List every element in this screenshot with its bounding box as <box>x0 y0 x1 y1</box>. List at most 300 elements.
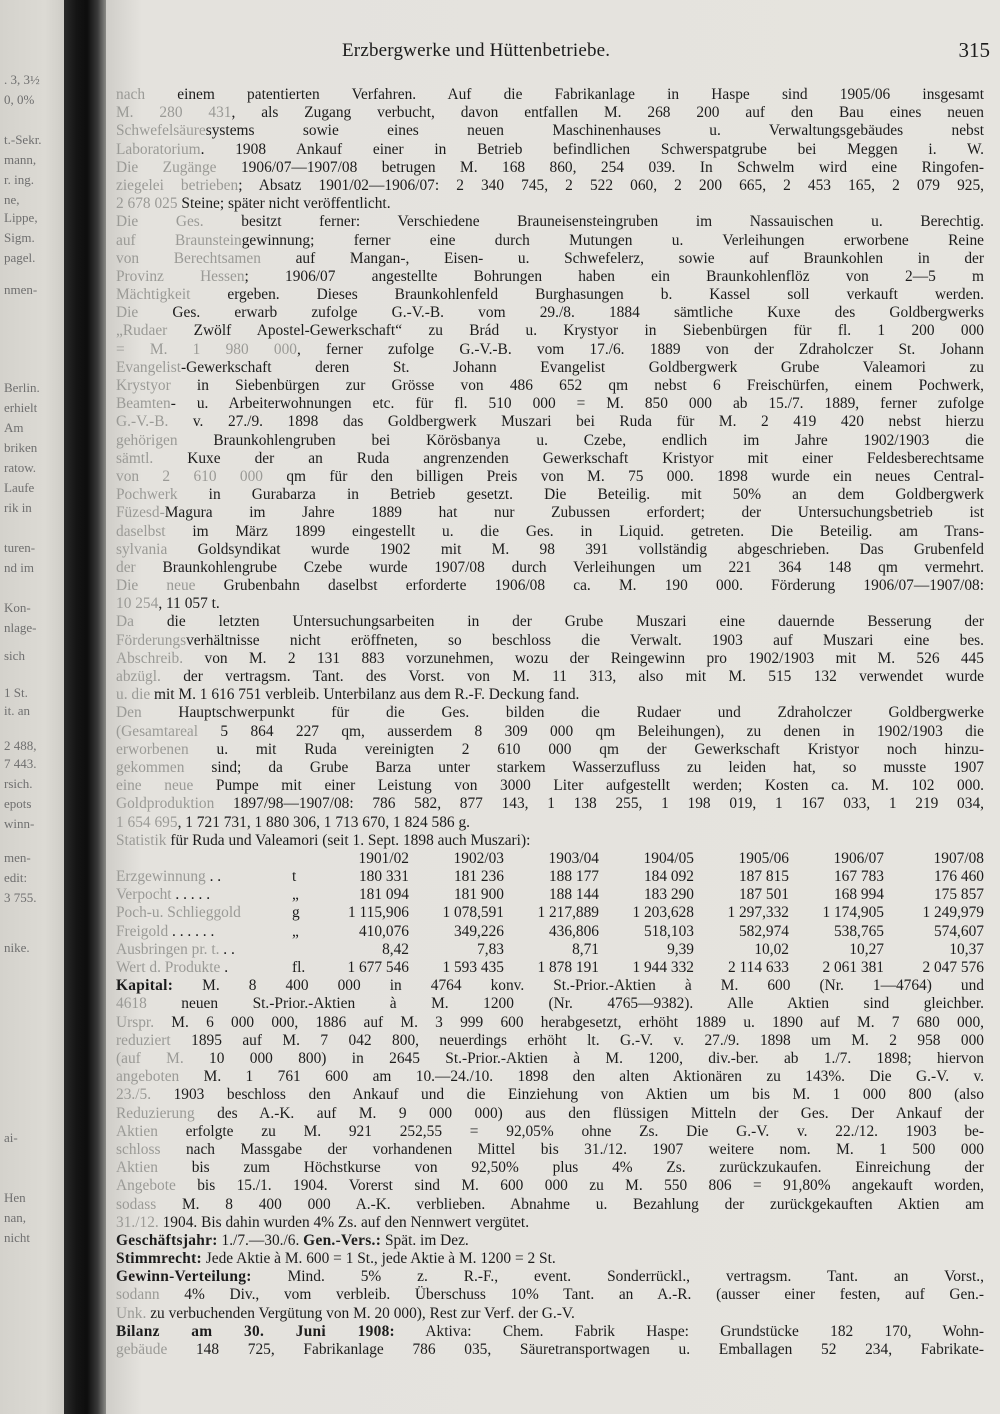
table-cell: 518,103 <box>643 922 694 940</box>
line-start-text: angeboten <box>116 1068 180 1086</box>
adjacent-page-fragment: ai- <box>4 1130 18 1145</box>
line-start-text: sodann <box>116 1286 160 1304</box>
section-label: Bilanz am 30. Juni 1908: <box>116 1322 395 1340</box>
section-label: Gen.-Vers.: <box>303 1231 382 1249</box>
adjacent-page-fragment: briken <box>4 440 38 455</box>
text-line <box>116 141 984 159</box>
text-line <box>116 122 984 140</box>
line-start-text: = M. 1 980 000 <box>116 340 297 358</box>
line-text: M. 1 761 600 am 10.—24./10. 1898 den alten Aktionären zu 143%. Die G.-V. v. <box>179 1068 984 1086</box>
text-block-lower <box>116 977 984 1359</box>
text-line <box>116 1068 984 1086</box>
line-start-text: Die neue <box>116 577 196 595</box>
adjacent-page-fragment: ratow. <box>4 460 37 475</box>
line-start-text: 10 254 <box>116 595 159 613</box>
line-text: bis zum Höchstkurse von 92,50% plus 4% Zs. zurückzukaufen. Einreichung der <box>157 1159 984 1177</box>
table-cell: 1 944 332 <box>632 959 694 977</box>
line-start-text: Abschreib. <box>116 649 184 667</box>
text-line <box>116 1214 984 1232</box>
line-text: - u. Arbeiterwohnungen etc. für fl. 510 000 = M. 850 000 ab 15./7. 1889, ferner zufolge <box>170 395 984 413</box>
adjacent-page-fragment: erhielt <box>4 400 38 415</box>
adjacent-page-fragment: Sigm. <box>4 230 35 245</box>
line-start-text: M. 280 431 <box>116 104 232 122</box>
text-block-upper <box>116 86 984 850</box>
table-row <box>116 868 984 886</box>
line-text: zu verbuchenden Vergütung von M. 20 000), Rest zur Verf. der G.-V. <box>146 1304 575 1322</box>
statistics-table <box>116 850 984 977</box>
text-line <box>116 395 984 413</box>
adjacent-page-fragment: winn- <box>4 816 35 831</box>
line-text: 1906/07—1907/08 betrugen M. 168 860, 254 039. In Schwelm wird eine Ringofen- <box>216 158 984 176</box>
section-label: Stimmrecht: <box>116 1250 202 1268</box>
line-start-text: daselbst <box>116 522 166 540</box>
section-label: Gewinn-Verteilung: <box>116 1268 252 1286</box>
row-unit <box>288 941 314 959</box>
text-line <box>116 104 984 122</box>
text-line <box>116 177 984 195</box>
line-text: Steine; später nicht veröffentlicht. <box>177 195 391 213</box>
text-line <box>116 541 984 559</box>
text-line <box>116 1105 984 1123</box>
adjacent-page-fragment: 1 St. <box>4 685 28 700</box>
adjacent-page-fragment: turen- <box>4 540 36 555</box>
table-cell: 1 677 546 <box>347 959 409 977</box>
line-start-text: 23./5. <box>116 1086 152 1104</box>
table-cell: 2 047 576 <box>922 959 984 977</box>
table-cell: 8,71 <box>572 940 599 958</box>
table-cell: 1 593 435 <box>442 959 504 977</box>
line-start-text: 1 654 695 <box>116 813 178 831</box>
adjacent-page-fragment: sich <box>4 648 25 663</box>
line-text: 1./7.—30./6. <box>217 1231 304 1249</box>
text-line <box>116 1286 984 1304</box>
line-start-text: (auf M. <box>116 1050 184 1068</box>
line-text: , als Zugang verbucht, davon entfallen M. 268 200 auf den Bau eines neuen <box>231 104 984 122</box>
text-line <box>116 741 984 759</box>
leader-dots: . . . . . <box>171 886 211 904</box>
table-row <box>116 886 984 904</box>
line-start-text: der <box>116 558 136 576</box>
table-cell: 1 203,628 <box>632 904 694 922</box>
text-line <box>116 268 984 286</box>
line-text: qm für den billigen Preis von M. 75 000. 1898 wurde ein neues Central- <box>263 467 984 485</box>
leader-dots: . <box>220 959 229 977</box>
text-line <box>116 468 984 486</box>
text-line <box>116 213 984 231</box>
column-header: 1903/04 <box>548 849 599 867</box>
line-text: auf Mangan-, Eisen- u. Schwefelerz, sowie auf Braunkohlen in der <box>260 249 984 267</box>
adjacent-page-fragment: it. an <box>4 703 30 718</box>
row-unit: „ <box>292 886 299 904</box>
column-header: 1906/07 <box>833 849 884 867</box>
table-cell: 181 094 <box>358 886 409 904</box>
adjacent-page-fragment: nlage- <box>4 620 37 635</box>
row-label-text: Ausbringen pr. t. <box>116 940 220 958</box>
table-cell: 7,83 <box>477 940 504 958</box>
line-start-text: Evangelist <box>116 358 181 376</box>
text-line <box>116 1050 984 1068</box>
line-start-text: schloss <box>116 1140 161 1158</box>
table-cell: 188 177 <box>548 868 599 886</box>
table-cell: 187 815 <box>738 868 789 886</box>
line-start-text: reduziert <box>116 1031 171 1049</box>
table-cell: 168 994 <box>833 886 884 904</box>
text-line <box>116 1141 984 1159</box>
line-start-text: gebäude <box>116 1341 168 1359</box>
row-unit: fl. <box>292 959 306 977</box>
line-start-text: von 2 610 000 <box>116 467 264 485</box>
line-start-text: Angebote <box>116 1177 176 1195</box>
text-line <box>116 486 984 504</box>
row-label-text: Freigold <box>116 922 169 940</box>
line-start-text: Die Ges. <box>116 213 204 231</box>
text-line <box>116 232 984 250</box>
text-line <box>116 777 984 795</box>
line-text: Grubenbahn daselbst erforderte 1906/08 ca. M. 190 000. Förderung 1906/07—1907/08: <box>195 577 984 595</box>
book-spine <box>64 0 106 1414</box>
text-line <box>116 322 984 340</box>
line-text: 1897/98—1907/08: 786 582, 877 143, 1 138 255, 1 198 019, 1 167 033, 1 219 034, <box>214 795 984 813</box>
line-text: 10 000 800) in 2645 St.-Prior.-Aktien à M. 1200, div.-ber. ab 1./7. 1898; hiervon <box>183 1050 984 1068</box>
line-start-text: abzügl. <box>116 668 161 685</box>
table-cell: 1 174,905 <box>822 904 884 922</box>
table-cell: 184 092 <box>643 868 694 886</box>
line-start-text: sylvania <box>116 540 168 558</box>
line-start-text: Unk. <box>116 1304 147 1322</box>
text-line <box>116 159 984 177</box>
line-text: einem patentierten Verfahren. Auf die Fabrikanlage in Haspe sind 1905/06 insgesamt <box>145 86 984 103</box>
text-line <box>116 523 984 541</box>
text-line <box>116 995 984 1013</box>
table-corner <box>116 850 288 868</box>
page-number: 315 <box>958 38 990 62</box>
line-text: Kuxe der an Ruda angrenzenden Gewerkschaft Kristyor mit einer Feldesberechtsame <box>153 449 984 467</box>
text-line <box>116 1032 984 1050</box>
text-line <box>116 1305 984 1323</box>
line-start-text: Förderungs <box>116 631 187 649</box>
table-cell: 10,37 <box>949 940 984 958</box>
text-line <box>116 723 984 741</box>
adjacent-page-fragment: rik in <box>4 500 32 515</box>
line-start-text: eine neue <box>116 777 194 795</box>
row-label-text: Verpocht <box>116 886 172 904</box>
leader-dots: . . <box>205 868 222 886</box>
text-line <box>116 650 984 668</box>
line-start-text: Statistik <box>116 831 167 849</box>
running-title: Erzbergwerke und Hüttenbetriebe. <box>342 40 611 61</box>
adjacent-page-fragment: epots <box>4 796 32 811</box>
row-unit: t <box>292 868 297 886</box>
table-cell: 188 144 <box>548 886 599 904</box>
line-text: v. 27./9. 1898 das Goldbergwerk Muszari bei Ruda für M. 2 419 420 nebst hierzu <box>168 413 984 431</box>
adjacent-page-fragment: pagel. <box>4 250 36 265</box>
text-line <box>116 595 984 613</box>
row-label <box>116 923 288 941</box>
line-text: . 1908 Ankauf einer in Betrieb befindlichen Schwerspatgrube bei Meggen i. W. <box>200 140 984 158</box>
table-cell: 2 114 633 <box>728 959 789 977</box>
table-row <box>116 959 984 977</box>
line-text: die letzten Untersuchungsarbeiten in der Grube Muszari eine dauernde Besserung der <box>133 613 984 631</box>
line-start-text: Urspr. <box>116 1013 155 1031</box>
statistics-header-row <box>116 850 984 868</box>
adjacent-page-fragment: mann, <box>4 152 37 167</box>
line-start-text: Schwefelsäure <box>116 122 206 140</box>
text-line <box>116 1341 984 1359</box>
line-start-text: von Berechtsamen <box>116 249 261 267</box>
line-start-text: Aktien <box>116 1159 158 1177</box>
column-header: 1904/05 <box>643 849 694 867</box>
row-label <box>116 941 288 959</box>
table-row <box>116 904 984 922</box>
line-text: Zwölf Apostel-Gewerkschaft“ zu Brád u. Krystyor in Siebenbürgen für fl. 1 200 000 <box>167 322 984 340</box>
text-line <box>116 814 984 832</box>
text-line <box>116 1177 984 1195</box>
line-start-text: Provinz Hessen <box>116 267 245 285</box>
adjacent-page-fragment: 2 488, <box>4 738 37 753</box>
table-cell: 8,42 <box>382 940 409 958</box>
text-line <box>116 432 984 450</box>
text-line <box>116 359 984 377</box>
line-text: Pumpe mit einer Leistung von 3000 Liter aufgestellt werden; Kosten ca. M. 102 000. <box>193 777 984 795</box>
page-body <box>116 86 984 1359</box>
table-cell: 1 878 191 <box>537 959 599 977</box>
line-text: in Siebenbürgen zur Grösse von 486 652 qm nebst 6 Freischürfen, einem Pochwerk, <box>170 377 984 394</box>
row-label <box>116 868 288 886</box>
adjacent-page-fragment: nicht <box>4 1230 30 1245</box>
text-line <box>116 1268 984 1286</box>
text-line <box>116 286 984 304</box>
text-line <box>116 1014 984 1032</box>
text-line <box>116 759 984 777</box>
row-unit: „ <box>292 922 299 940</box>
line-text: u. mit Ruda vereinigten 2 610 000 qm der Gewerkschaft Kristyor noch hinzu- <box>188 740 984 758</box>
table-cell: 1 115,906 <box>348 904 409 922</box>
line-start-text: Pochwerk <box>116 486 178 504</box>
line-start-text: Mächtigkeit <box>116 286 191 304</box>
line-text: Braunkohlengruben bei Körösbanya u. Czebe, endlich im Jahre 1902/1903 die <box>177 431 984 449</box>
line-text: 1904. Bis dahin wurden 4% Zs. auf den Nennwert vergütet. <box>158 1213 530 1231</box>
line-start-text: 31./12. <box>116 1213 159 1231</box>
table-cell: 410,076 <box>358 922 409 940</box>
line-text: ; Absatz 1901/02—1906/07: 2 340 745, 2 522 060, 2 200 665, 2 453 165, 2 079 925, <box>238 176 984 194</box>
line-text: von M. 2 131 883 vorzunehmen, wozu der Reingewinn pro 1902/1903 mit M. 526 445 <box>183 649 984 667</box>
line-start-text: Den <box>116 704 142 722</box>
row-label <box>116 904 288 922</box>
adjacent-page-edge <box>0 0 64 1414</box>
adjacent-page-fragment: nan, <box>4 1210 27 1225</box>
leader-dots: . . . . . . <box>168 922 215 940</box>
line-text: 148 725, Fabrikanlage 786 035, Säuretransportwagen u. Emballagen 52 234, Fabrikate- <box>167 1341 984 1359</box>
table-cell: 436,806 <box>548 922 599 940</box>
line-text: Magura im Jahre 1889 hat nur Zubussen erfordert; der Untersuchungsbetrieb ist <box>164 504 984 522</box>
adjacent-page-fragment: . 3, 3½ <box>4 72 40 87</box>
line-start-text: gehörigen <box>116 431 178 449</box>
table-cell: 538,765 <box>833 922 884 940</box>
adjacent-page-fragment: Laufe <box>4 480 35 495</box>
line-start-text: „Rudaer <box>116 322 168 340</box>
line-start-text: Goldproduktion <box>116 795 215 813</box>
document-page <box>106 0 1000 1414</box>
table-cell: 180 331 <box>358 868 409 886</box>
table-cell: 9,39 <box>667 940 694 958</box>
line-text: -Gewerkschaft deren St. Johann Evangelist Goldbergwerk Grube Valeamori zu <box>180 358 984 376</box>
text-line <box>116 613 984 631</box>
line-text: verhältnisse nicht eröffneten, so beschloss die Verwalt. 1903 auf Muszari eine bes. <box>186 631 984 649</box>
line-text: des A.-K. auf M. 9 000 000) aus den flüssigen Mitteln der Ges. Der Ankauf der <box>194 1104 984 1122</box>
table-cell: 1 078,591 <box>442 904 504 922</box>
text-line <box>116 504 984 522</box>
text-line <box>116 577 984 595</box>
adjacent-page-fragment: Hen <box>4 1190 26 1205</box>
line-start-text: gekommen <box>116 758 185 776</box>
line-start-text: sämtl. <box>116 449 154 467</box>
section-label: Kapital: <box>116 977 174 995</box>
table-cell: 187 501 <box>738 886 789 904</box>
line-text: erfolgte zu M. 921 252,55 = 92,05% ohne Zs. Die G.-V. v. 22./12. 1903 be- <box>157 1122 984 1140</box>
row-label <box>116 959 288 977</box>
line-text: bis 15./1. 1904. Vorerst sind M. 600 000 zu M. 550 806 = 91,80% angekauft worden, <box>175 1177 984 1195</box>
text-line <box>116 632 984 650</box>
adjacent-page-fragment: men- <box>4 850 31 865</box>
line-text: neuen St.-Prior.-Aktien à M. 1200 (Nr. 4765—9382). Alle Aktien sind gleichber. <box>146 995 984 1013</box>
line-text: der vertragsm. Tant. des Vorst. von M. 11 313, also mit M. 515 132 verwendet wurde <box>160 668 984 685</box>
page-header <box>106 40 1000 70</box>
adjacent-page-fragment: 3 755. <box>4 890 37 905</box>
line-text: 1895 auf M. 7 042 800, neuerdings erhöht lt. G.-V. v. 27./9. 1898 um M. 2 958 000 <box>170 1031 984 1049</box>
line-text: , ferner zufolge G.-V.-B. vom 17./6. 1889 von der Zdraholczer St. Johann <box>296 340 984 358</box>
adjacent-page-fragment: Lippe, <box>4 210 38 225</box>
line-start-text: Aktien <box>116 1122 158 1140</box>
text-line <box>116 377 984 395</box>
table-cell: 2 061 381 <box>822 959 884 977</box>
line-text: besitzt ferner: Verschiedene Brauneisensteingruben im Nassauischen u. Berechtig. <box>203 213 984 231</box>
adjacent-page-fragment: 0, 0% <box>4 92 35 107</box>
text-line <box>116 304 984 322</box>
adjacent-page-fragment: Kon- <box>4 600 31 615</box>
table-cell: 1 217,889 <box>537 904 599 922</box>
text-line <box>116 832 984 850</box>
text-line <box>116 559 984 577</box>
table-cell: 167 783 <box>833 868 884 886</box>
line-start-text: erworbenen <box>116 740 189 758</box>
text-line <box>116 1086 984 1104</box>
line-text: Braunkohlengrube Czebe wurde 1907/08 durch Verleihungen um 221 364 148 qm vermehrt. <box>135 558 984 576</box>
table-cell: 183 290 <box>643 886 694 904</box>
line-start-text: nach <box>116 86 146 103</box>
line-text: in Gurabarza in Betrieb gesetzt. Die Beteilig. mit 50% an dem Goldbergwerk <box>177 486 984 504</box>
line-start-text: u. die <box>116 686 151 704</box>
adjacent-page-fragment: edit: <box>4 870 28 885</box>
line-start-text: G.-V.-B. <box>116 413 169 431</box>
text-line <box>116 413 984 431</box>
line-start-text: ziegelei betrieben <box>116 176 239 194</box>
line-text: ; 1906/07 angestellte Bohrungen haben ein Braunkohlenflöz von 2—5 m <box>244 267 984 285</box>
text-line <box>116 450 984 468</box>
line-text: systems sowie eines neuen Maschinenhauses u. Verwaltungsgebäudes nebst <box>205 122 984 140</box>
table-cell: 175 857 <box>933 886 984 904</box>
adjacent-page-fragment: Am <box>4 420 24 435</box>
text-line <box>116 1159 984 1177</box>
row-label-text: Erzgewinnung <box>116 868 206 886</box>
column-header: 1901/02 <box>358 849 409 867</box>
table-cell: 181 236 <box>453 868 504 886</box>
table-cell: 574,607 <box>933 922 984 940</box>
text-line <box>116 86 984 104</box>
line-text: Mind. 5% z. R.-F., event. Sonderrückl., vertragsm. Tant. an Vorst., <box>251 1268 984 1286</box>
line-text: ergeben. Dieses Braunkohlenfeld Burghasungen b. Kassel soll verkauft werden. <box>190 286 984 304</box>
text-line <box>116 250 984 268</box>
table-cell: 1 249,979 <box>922 904 984 922</box>
table-cell: 10,27 <box>849 940 884 958</box>
text-line <box>116 795 984 813</box>
table-cell: 176 460 <box>933 868 984 886</box>
line-start-text: Reduzierung <box>116 1104 195 1122</box>
leader-dots: . . <box>219 940 235 958</box>
table-cell: 582,974 <box>738 922 789 940</box>
line-text: im März 1899 eingestellt u. die Ges. in Liquid. getreten. Die Beteilig. am Trans- <box>165 522 984 540</box>
text-line <box>116 977 984 995</box>
line-text: gewinnung; ferner eine durch Mutungen u. Verleihungen erworbene Reine <box>241 231 984 249</box>
line-start-text: sodass <box>116 1195 157 1213</box>
line-text: , 1 721 731, 1 880 306, 1 713 670, 1 824 586 g. <box>177 813 470 831</box>
table-cell: 1 297,332 <box>727 904 789 922</box>
adjacent-page-fragment: nd im <box>4 560 34 575</box>
text-line <box>116 195 984 213</box>
line-start-text: Die Zugänge <box>116 158 217 176</box>
text-line <box>116 1250 984 1268</box>
adjacent-page-fragment: nmen- <box>4 282 38 297</box>
adjacent-page-fragment: ne, <box>4 192 20 207</box>
table-cell: 181 900 <box>453 886 504 904</box>
line-text: M. 6 000 000, 1886 auf M. 3 999 600 herabgesetzt, erhöht 1889 u. 1890 auf M. 7 680 000, <box>154 1013 984 1031</box>
line-text: Jede Aktie à M. 600 = 1 St., jede Aktie à M. 1200 = 2 St. <box>201 1250 556 1268</box>
adjacent-page-fragment: r. ing. <box>4 172 34 187</box>
line-start-text: Da <box>116 613 134 631</box>
text-line <box>116 704 984 722</box>
text-line <box>116 1196 984 1214</box>
line-text: M. 8 400 000 A.-K. verblieben. Abnahme u. Bezahlung der zurückgekauften Aktien am <box>156 1195 984 1213</box>
line-text: nach Massgabe der vorhandenen Mittel bis 31./12. 1907 weitere nom. M. 1 500 000 <box>160 1140 984 1158</box>
row-label-text: Wert d. Produkte <box>116 959 221 977</box>
row-label-text: Poch-u. Schlieggold <box>116 904 241 922</box>
adjacent-page-fragment: Berlin. <box>4 380 40 395</box>
adjacent-page-fragment: nike. <box>4 940 30 955</box>
text-line <box>116 668 984 686</box>
line-text: Spät. im Dez. <box>381 1231 469 1249</box>
column-header: 1907/08 <box>933 849 984 867</box>
table-cell: 10,02 <box>754 940 789 958</box>
line-start-text: Beamten <box>116 395 171 413</box>
line-text: M. 8 400 000 in 4764 konv. St.-Prior.-Aktien à M. 600 (Nr. 1—4764) und <box>173 977 984 995</box>
adjacent-page-fragment: 7 443. <box>4 756 37 771</box>
line-text: 5 864 227 qm, ausserdem 8 309 000 qm Beleihungen), zu denen in 1902/1903 die <box>198 722 984 740</box>
line-text: 1903 beschloss den Ankauf und die Einziehung von Aktien um bis M. 1 000 800 (also <box>151 1086 984 1104</box>
table-row <box>116 923 984 941</box>
adjacent-page-fragment: t.-Sekr. <box>4 132 42 147</box>
line-text: mit M. 1 616 751 verbleib. Unterbilanz aus dem R.-F. Deckung fand. <box>150 686 580 704</box>
table-corner <box>288 850 314 868</box>
table-cell: 349,226 <box>453 922 504 940</box>
line-start-text: Die <box>116 304 139 322</box>
line-text: sind; da Grube Barza unter starkem Wasserzufluss zu leiden hat, so musste 1907 <box>184 758 984 776</box>
line-start-text: Krystyor <box>116 377 171 394</box>
column-header: 1905/06 <box>738 849 789 867</box>
row-label <box>116 886 288 904</box>
column-header: 1902/03 <box>453 849 504 867</box>
row-unit: g <box>292 904 300 922</box>
line-text: 4% Div., vom verbleib. Überschuss 10% Tant. an A.-R. (ausser einer festen, auf Gen.- <box>159 1286 984 1304</box>
line-text: Ges. erwarb zufolge G.-V.-B. vom 29./8. 1884 sämtliche Kuxe des Goldbergwerks <box>138 304 984 322</box>
